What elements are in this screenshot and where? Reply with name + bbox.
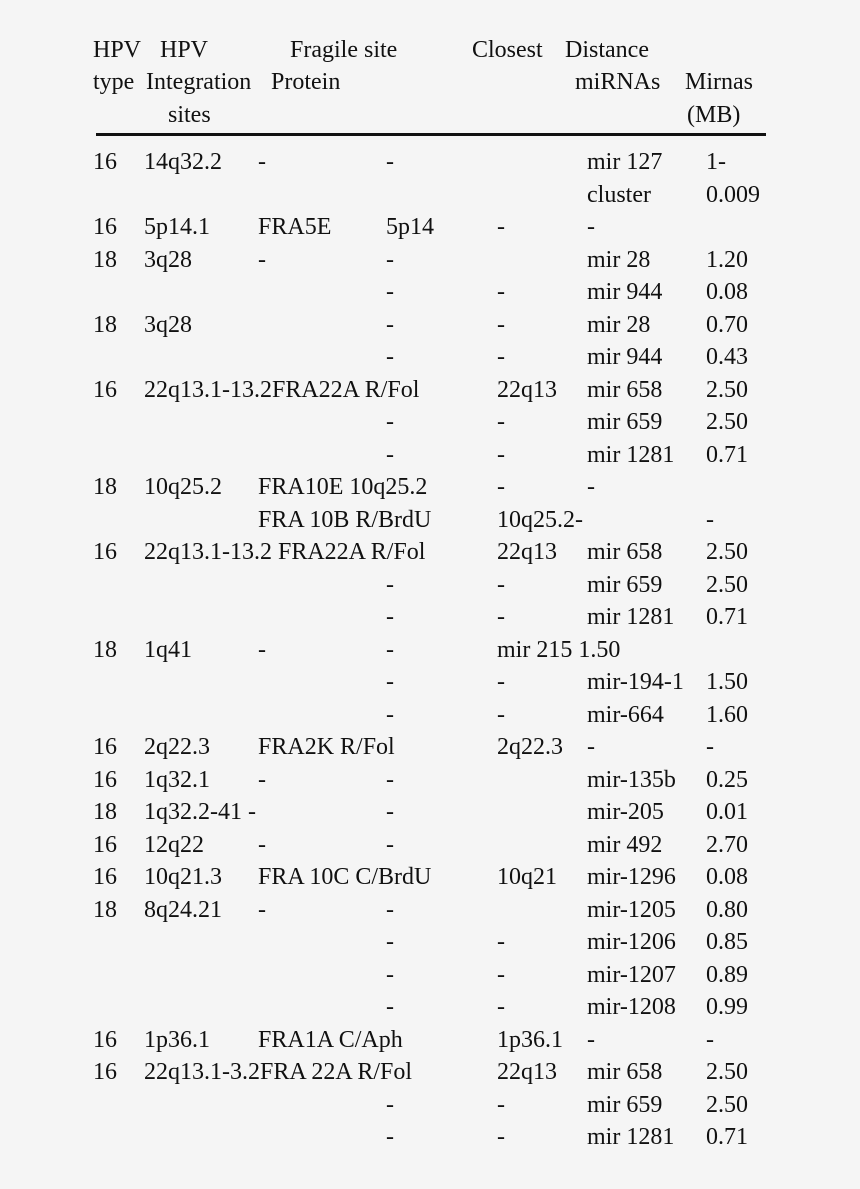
cell-closest: - [497, 311, 505, 338]
table-row [0, 276, 860, 309]
table-row [0, 536, 860, 569]
table-row [0, 1121, 860, 1154]
cell-mirna: mir 659 [587, 1091, 663, 1118]
cell-protein: - [386, 929, 394, 955]
cell-distance-mb: 2.50 [706, 539, 748, 565]
cell-mirna: - [587, 734, 595, 760]
header-mirnas: Mirnas [685, 69, 753, 95]
table-row [0, 569, 860, 602]
cell-distance-mb: 0.71 [706, 1124, 748, 1150]
cell-integration-site: 14q32.2 [144, 149, 222, 175]
cell-mirna: mir 658 [587, 376, 663, 403]
table-row [0, 601, 860, 634]
cell-distance-mb: 2.50 [706, 376, 748, 403]
header-distance: Distance [565, 37, 649, 63]
cell-hpv-type: 16 [93, 214, 117, 240]
cell-closest: - [497, 929, 505, 955]
cell-hpv-type: 16 [93, 734, 117, 760]
cell-fragile-site: - [258, 636, 266, 663]
cell-integration-site: 5p14.1 [144, 214, 210, 240]
cell-distance-mb: - [706, 734, 714, 760]
cell-integration-site: 10q21.3 [144, 864, 222, 890]
cell-closest: - [497, 571, 505, 598]
table-row [0, 504, 860, 537]
cell-distance-mb: 0.08 [706, 279, 748, 305]
cell-hpv-type: 16 [93, 1026, 117, 1053]
cell-closest: - [497, 994, 505, 1020]
cell-distance-mb: 0.08 [706, 864, 748, 890]
header-rule [96, 133, 766, 136]
cell-integration-site: 3q28 [144, 311, 192, 338]
cell-distance-mb: 0.89 [706, 961, 748, 988]
cell-integration-site: 3q28 [144, 246, 192, 273]
cell-protein: - [386, 669, 394, 695]
cell-protein: - [386, 799, 394, 825]
cell-distance-mb: - [706, 1026, 714, 1053]
cell-hpv-type: 18 [93, 636, 117, 663]
cell-closest: 2q22.3 [497, 734, 563, 760]
table-row [0, 991, 860, 1024]
cell-integration-site: 1p36.1 [144, 1026, 210, 1053]
cell-mirna: mir-205 [587, 799, 664, 825]
cell-closest: - [497, 279, 505, 305]
cell-distance-mb: 0.01 [706, 799, 748, 825]
cell-hpv-type: 16 [93, 539, 117, 565]
cell-closest: - [497, 441, 505, 468]
cell-closest: - [497, 214, 505, 240]
cell-distance-mb: 2.70 [706, 831, 748, 858]
cell-protein: - [386, 831, 394, 858]
cell-integration-site: 2q22.3 [144, 734, 210, 760]
cell-mirna: mir-1207 [587, 961, 676, 988]
cell-mirna: - [587, 1026, 595, 1053]
table-row [0, 341, 860, 374]
cell-hpv-type: 16 [93, 1059, 117, 1085]
table-row [0, 894, 860, 927]
cell-distance-mb: 0.25 [706, 766, 748, 793]
cell-closest: - [497, 604, 505, 630]
header-mirnas-lower: miRNAs [575, 69, 661, 95]
table-row [0, 244, 860, 277]
cell-distance-mb: 1- [706, 149, 726, 175]
header-integration: Integration [146, 69, 252, 95]
cell-hpv-type: 18 [93, 474, 117, 500]
cell-mirna: mir 1281 [587, 441, 675, 468]
cell-closest: 1p36.1 [497, 1026, 563, 1053]
cell-closest: - [497, 1124, 505, 1150]
cell-protein: - [386, 1124, 394, 1150]
cell-closest: - [497, 474, 505, 500]
cell-closest: - [497, 409, 505, 435]
cell-hpv-type: 16 [93, 864, 117, 890]
cell-fragile-site: - [258, 766, 266, 793]
cell-fragile-site: - [258, 831, 266, 858]
cell-integration-site: 10q25.2 [144, 474, 222, 500]
cell-integration-site: 1q32.2-41 - [144, 799, 256, 825]
cell-distance-mb: 2.50 [706, 571, 748, 598]
cell-protein: - [386, 961, 394, 988]
cell-protein: - [386, 701, 394, 728]
cell-hpv-type: 16 [93, 766, 117, 793]
cell-closest: 10q25.2- [497, 506, 583, 533]
table-row [0, 764, 860, 797]
cell-fragile-site: FRA 10B R/BrdU [258, 506, 432, 533]
cell-integration-site: 8q24.21 [144, 896, 222, 923]
table-row [0, 146, 860, 179]
cell-mirna: mir 127 [587, 149, 663, 175]
cell-distance-mb: - [706, 506, 714, 533]
table-row [0, 471, 860, 504]
cell-hpv-type: 18 [93, 311, 117, 338]
cell-mirna: mir-664 [587, 701, 664, 728]
cell-fragile-site: - [258, 246, 266, 273]
table-row [0, 959, 860, 992]
header-fragile-site: Fragile site [290, 37, 398, 63]
cell-protein: - [386, 896, 394, 923]
cell-integration-site: 22q13.1-13.2FRA22A R/Fol [144, 376, 420, 403]
cell-mirna: mir 658 [587, 539, 663, 565]
cell-closest: 22q13 [497, 1059, 557, 1085]
cell-mirna: mir-1205 [587, 896, 676, 923]
table-row [0, 439, 860, 472]
cell-distance-mb: 0.99 [706, 994, 748, 1020]
cell-protein: - [386, 246, 394, 273]
cell-distance-mb: 2.50 [706, 409, 748, 435]
cell-distance-mb: 0.80 [706, 896, 748, 923]
cell-protein: - [386, 409, 394, 435]
cell-mirna: mir 28 [587, 311, 651, 338]
cell-protein: - [386, 344, 394, 370]
cell-mirna: mir-1208 [587, 994, 676, 1020]
cell-fragile-site: FRA 10C C/BrdU [258, 864, 432, 890]
cell-protein: - [386, 279, 394, 305]
cell-hpv-type: 18 [93, 799, 117, 825]
cell-integration-site: 1q32.1 [144, 766, 210, 793]
table-row [0, 406, 860, 439]
cell-mirna: mir-1296 [587, 864, 676, 890]
cell-closest: 22q13 [497, 539, 557, 565]
cell-distance-mb: 0.71 [706, 604, 748, 630]
table-row [0, 1056, 860, 1089]
cell-protein: - [386, 441, 394, 468]
cell-integration-site: 22q13.1-13.2 FRA22A R/Fol [144, 539, 426, 565]
table-row [0, 796, 860, 829]
cell-protein: 5p14 [386, 214, 434, 240]
cell-protein: - [386, 571, 394, 598]
cell-integration-site: 12q22 [144, 831, 204, 858]
table-row [0, 829, 860, 862]
table-row [0, 666, 860, 699]
cell-closest: - [497, 961, 505, 988]
cell-protein: - [386, 994, 394, 1020]
cell-hpv-type: 16 [93, 831, 117, 858]
table-row [0, 926, 860, 959]
cell-distance-mb: 0.70 [706, 311, 748, 338]
cell-closest: - [497, 1091, 505, 1118]
cell-hpv-type: 18 [93, 246, 117, 273]
cell-closest: 10q21 [497, 864, 557, 890]
cell-mirna: mir-135b [587, 766, 676, 793]
header-hpv-2: HPV [160, 37, 209, 63]
cell-mirna: mir 944 [587, 279, 663, 305]
cell-mirna: mir 659 [587, 409, 663, 435]
cell-hpv-type: 18 [93, 896, 117, 923]
table-row [0, 1024, 860, 1057]
cell-distance-mb: 2.50 [706, 1091, 748, 1118]
cell-mirna: mir 658 [587, 1059, 663, 1085]
cell-mirna: cluster [587, 181, 651, 208]
cell-mirna: mir 944 [587, 344, 663, 370]
cell-protein: - [386, 766, 394, 793]
table-row [0, 179, 860, 212]
cell-closest: - [497, 344, 505, 370]
table-row [0, 699, 860, 732]
cell-fragile-site: FRA10E 10q25.2 [258, 474, 428, 500]
cell-mirna: mir 659 [587, 571, 663, 598]
cell-mirna: mir 1281 [587, 1124, 675, 1150]
cell-protein: - [386, 311, 394, 338]
cell-mirna: - [587, 474, 595, 500]
cell-mirna: mir 28 [587, 246, 651, 273]
cell-hpv-type: 16 [93, 376, 117, 403]
cell-fragile-site: FRA1A C/Aph [258, 1026, 403, 1053]
table-row [0, 634, 860, 667]
cell-closest: 22q13 [497, 376, 557, 403]
header-mb: (MB) [687, 102, 741, 128]
cell-protein: - [386, 604, 394, 630]
cell-fragile-site: FRA2K R/Fol [258, 734, 395, 760]
cell-fragile-site: FRA5E [258, 214, 332, 240]
cell-closest: - [497, 669, 505, 695]
header-sites: sites [168, 102, 211, 128]
table-row [0, 861, 860, 894]
cell-distance-mb: 0.85 [706, 929, 748, 955]
cell-mirna: mir 492 [587, 831, 663, 858]
table-row [0, 309, 860, 342]
table-row [0, 1089, 860, 1122]
cell-protein: - [386, 1091, 394, 1118]
table-body [0, 146, 860, 1154]
header-type: type [93, 69, 135, 95]
cell-closest: mir 215 1.50 [497, 636, 621, 663]
cell-distance-mb: 1.60 [706, 701, 748, 728]
cell-distance-mb: 2.50 [706, 1059, 748, 1085]
header-hpv-1: HPV [93, 37, 142, 63]
cell-distance-mb: 0.43 [706, 344, 748, 370]
cell-distance-mb: 0.009 [706, 181, 760, 208]
cell-protein: - [386, 149, 394, 175]
cell-mirna: mir-1206 [587, 929, 676, 955]
cell-fragile-site: - [258, 896, 266, 923]
cell-mirna: mir-194-1 [587, 669, 684, 695]
table-row [0, 374, 860, 407]
cell-hpv-type: 16 [93, 149, 117, 175]
cell-integration-site: 1q41 [144, 636, 192, 663]
cell-distance-mb: 1.50 [706, 669, 748, 695]
cell-mirna: mir 1281 [587, 604, 675, 630]
table-row [0, 731, 860, 764]
header-protein: Protein [271, 69, 341, 95]
cell-fragile-site: - [258, 149, 266, 175]
cell-integration-site: 22q13.1-3.2FRA 22A R/Fol [144, 1059, 413, 1085]
cell-closest: - [497, 701, 505, 728]
header-closest: Closest [472, 37, 543, 63]
table-row [0, 211, 860, 244]
cell-distance-mb: 0.71 [706, 441, 748, 468]
cell-protein: - [386, 636, 394, 663]
cell-mirna: - [587, 214, 595, 240]
cell-distance-mb: 1.20 [706, 246, 748, 273]
